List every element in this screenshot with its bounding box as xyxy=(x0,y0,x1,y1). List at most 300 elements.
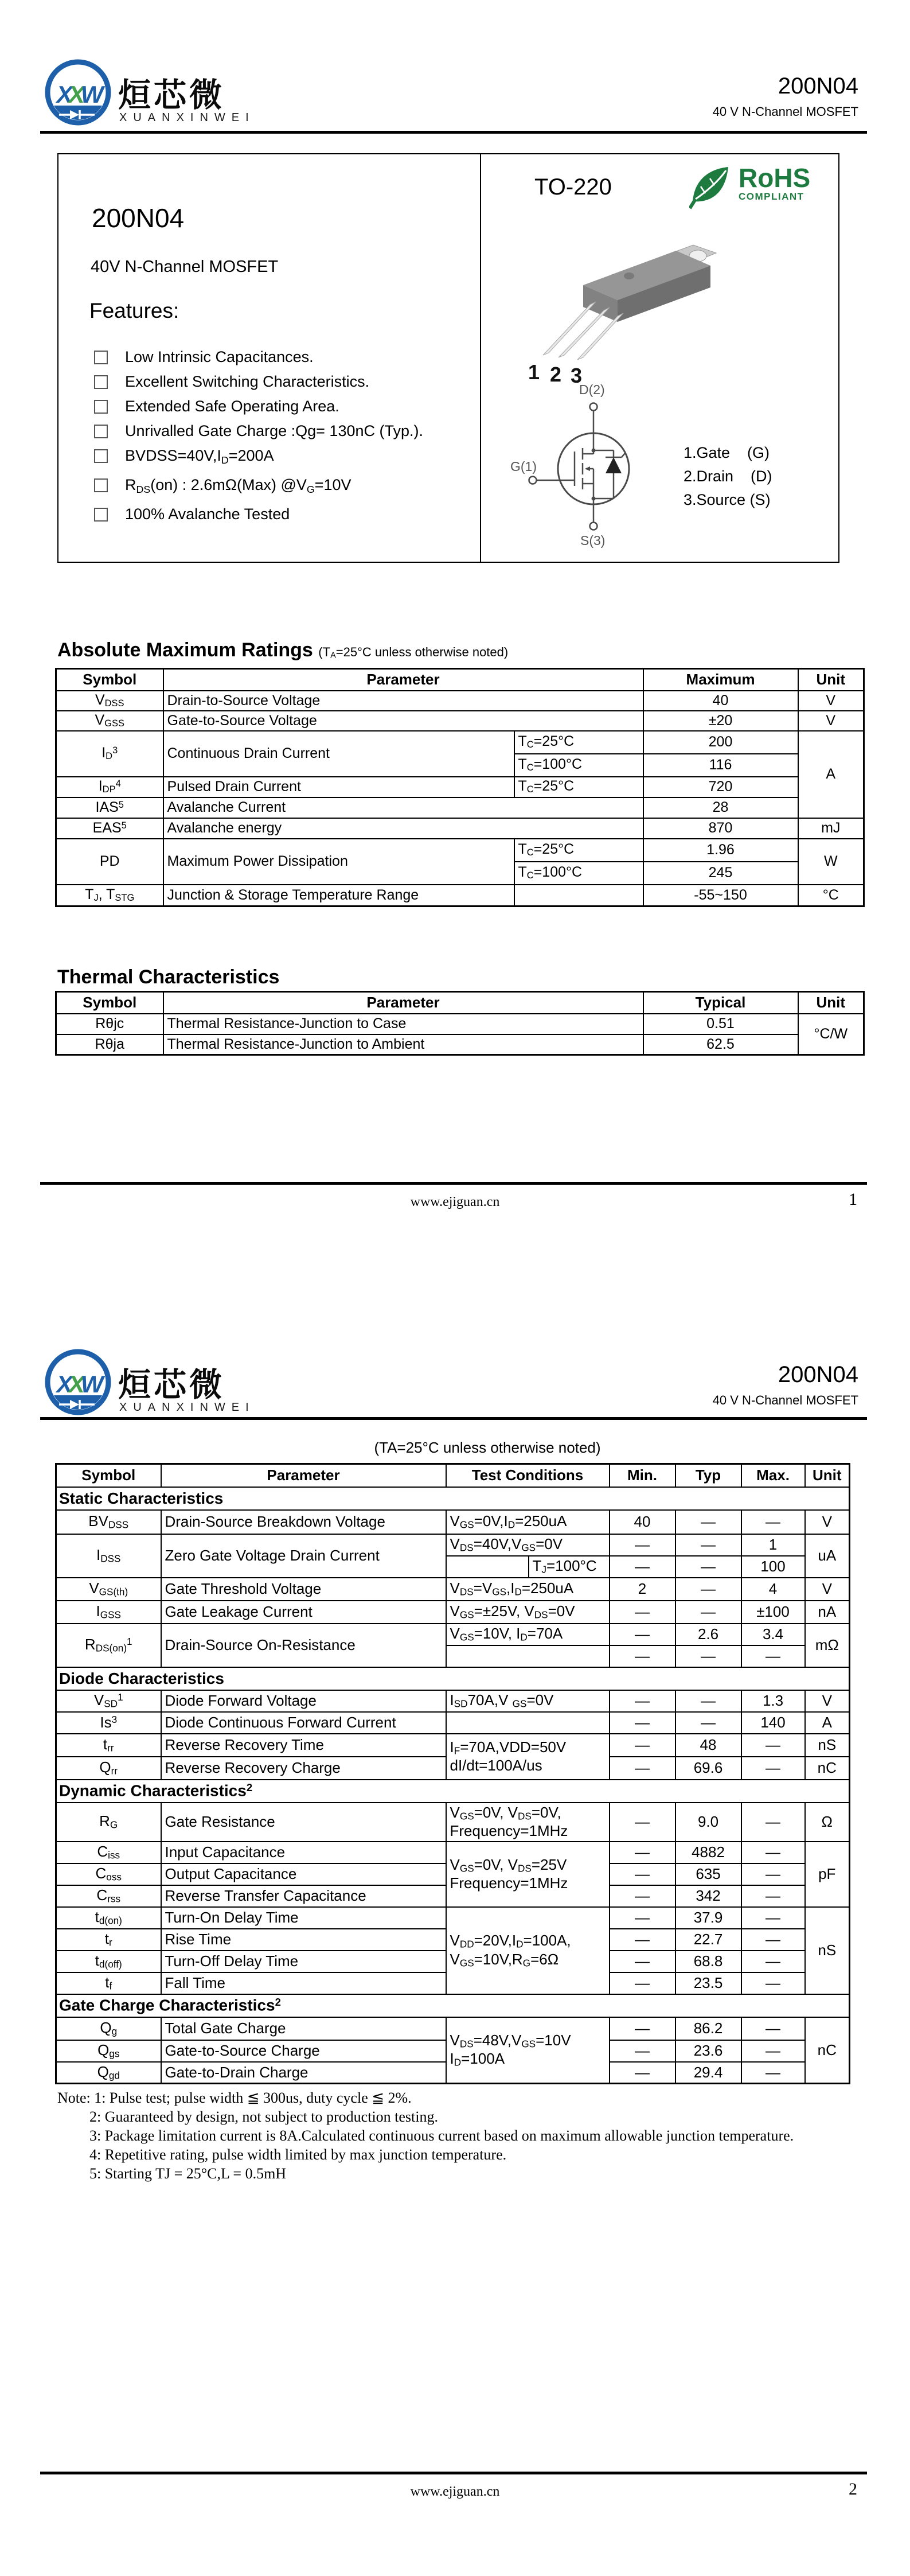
list-item: 2.Drain (D) xyxy=(684,468,772,485)
feature-text: $BVDSS=40V,I_D=200A$ xyxy=(125,447,274,466)
conditions-note: (TA=25°C unless otherwise noted) xyxy=(374,1439,601,1456)
value-cell: 1.96 xyxy=(643,839,798,862)
symbol-cell: $C_{oss}$ xyxy=(56,1863,161,1885)
unit-cell: W xyxy=(798,839,864,885)
value-cell: — xyxy=(610,1601,675,1624)
empty-cell xyxy=(446,1556,529,1578)
unit-cell: mΩ xyxy=(805,1624,850,1667)
value-cell: 69.6 xyxy=(675,1757,741,1780)
value-cell: — xyxy=(610,1842,675,1863)
value-cell: — xyxy=(610,1534,675,1556)
unit-cell: nS xyxy=(805,1734,850,1757)
note-line: 3: Package limitation current is 8A.Calculated continuous current based on maximum allowable junction temperature. xyxy=(89,2127,794,2144)
panel-divider xyxy=(480,154,481,562)
rohs-logo xyxy=(689,165,833,211)
list-item: 1.Gate (G) xyxy=(684,444,770,461)
symbol-cell: PD xyxy=(56,839,163,885)
feature-text: 100% Avalanche Tested xyxy=(125,505,290,523)
cond-line: $V_{GS}=10V,R_G=6\Omega$ xyxy=(450,1950,559,1968)
table-row xyxy=(56,1803,850,1842)
col-header: Symbol xyxy=(56,992,163,1014)
table-header-row xyxy=(56,1464,850,1487)
parameter-cell: Maximum Power Dissipation xyxy=(163,839,514,885)
value-cell: 4882 xyxy=(675,1842,741,1863)
page-subtitle: 40 V N-Channel MOSFET xyxy=(712,1393,858,1407)
table-row xyxy=(56,839,864,862)
thermal-section-title xyxy=(57,966,279,989)
list-item xyxy=(94,348,461,365)
part-description: 40V N-Channel MOSFET xyxy=(91,258,279,276)
feature-text: Extended Safe Operating Area. xyxy=(125,398,339,415)
parameter-cell: Reverse Recovery Charge xyxy=(161,1757,446,1780)
value-cell: — xyxy=(675,1690,741,1712)
overview-box xyxy=(57,153,839,563)
value-cell: — xyxy=(610,1690,675,1712)
value-cell: 4 xyxy=(741,1578,805,1601)
feature-text: Excellent Switching Characteristics. xyxy=(125,373,370,390)
unit-cell: nC xyxy=(805,2017,850,2084)
parameter-cell: Fall Time xyxy=(161,1972,446,1994)
value-cell: 2 xyxy=(610,1578,675,1601)
electrical-table xyxy=(55,1463,850,2084)
value-cell: — xyxy=(741,1803,805,1842)
parameter-cell: Drain-Source On-Resistance xyxy=(161,1624,446,1667)
note-line: 5: Starting TJ = 25°C,L = 0.5mH xyxy=(89,2165,287,2182)
parameter-cell: Thermal Resistance-Junction to Ambient xyxy=(163,1034,643,1055)
symbol-cell: EAS$^5$ xyxy=(56,818,163,839)
amr-section-title xyxy=(57,639,508,661)
value-cell: 200 xyxy=(643,731,798,754)
symbol-cell: $I_{GSS}$ xyxy=(56,1601,161,1624)
symbol-cell: $I_{DSS}$ xyxy=(56,1534,161,1578)
parameter-cell: Gate Leakage Current xyxy=(161,1601,446,1624)
parameter-cell: Continuous Drain Current xyxy=(163,731,514,777)
page-number: 2 xyxy=(849,2480,857,2499)
symbol-cell: $t_{d(on)}$ xyxy=(56,1907,161,1929)
value-cell: 68.8 xyxy=(675,1951,741,1972)
section-row xyxy=(56,1994,850,2017)
unit-cell: Ω xyxy=(805,1803,850,1842)
col-header: Parameter xyxy=(163,669,643,691)
table-row xyxy=(56,1014,864,1034)
value-cell: 245 xyxy=(643,862,798,885)
parameter-cell: Thermal Resistance-Junction to Case xyxy=(163,1014,643,1034)
company-logo-icon xyxy=(43,1347,113,1417)
symbol-cell: $V_{GS(th)}$ xyxy=(56,1578,161,1601)
logo-letter: W xyxy=(80,81,100,108)
col-header: Maximum xyxy=(643,669,798,691)
value-cell: 28 xyxy=(643,797,798,818)
value-cell: 29.4 xyxy=(675,2062,741,2084)
cond-cell: $T_J=100^\circ C$ xyxy=(529,1556,610,1578)
symbol-cell: $t_{d(off)}$ xyxy=(56,1951,161,1972)
footer-url: www.ejiguan.cn xyxy=(410,2484,500,2499)
value-cell: — xyxy=(741,2040,805,2062)
value-cell: — xyxy=(675,1556,741,1578)
package-name: TO-220 xyxy=(534,174,612,200)
cond-cell xyxy=(446,1842,610,1907)
col-header: Symbol xyxy=(56,1464,161,1487)
value-cell: — xyxy=(610,1907,675,1929)
checkbox-icon xyxy=(94,375,108,389)
list-item xyxy=(94,422,461,439)
col-header: Parameter xyxy=(161,1464,446,1487)
value-cell: — xyxy=(741,1929,805,1951)
logo-letter: X xyxy=(68,1371,81,1398)
parameter-cell: Pulsed Drain Current xyxy=(163,777,514,797)
value-cell: — xyxy=(675,1578,741,1601)
logo-letter: X xyxy=(56,1371,69,1398)
symbol-cell: $t_r$ xyxy=(56,1929,161,1951)
value-cell: — xyxy=(741,1842,805,1863)
table-row xyxy=(56,2017,850,2040)
table-row xyxy=(56,885,864,906)
parameter-cell: Junction & Storage Temperature Range xyxy=(163,885,514,906)
value-cell: — xyxy=(610,1929,675,1951)
cond-cell: $V_{GS}=0V,I_D=250uA$ xyxy=(446,1510,610,1534)
pin-number-label: 2 xyxy=(550,363,562,384)
feature-text: Low Intrinsic Capacitances. xyxy=(125,348,314,365)
symbol-cell: $Q_{gd}$ xyxy=(56,2062,161,2084)
source-label: S(3) xyxy=(580,533,606,548)
symbol-cell: Rθjc xyxy=(56,1014,163,1034)
value-cell: 40 xyxy=(610,1510,675,1534)
list-item xyxy=(94,373,461,390)
cond-cell: $V_{GS}=10V$, $I_D=70A$ xyxy=(446,1624,610,1645)
parameter-cell: Total Gate Charge xyxy=(161,2017,446,2040)
pin-function-list xyxy=(684,441,772,512)
value-cell: 116 xyxy=(643,754,798,777)
cond-line: Frequency=1MHz xyxy=(450,1874,568,1892)
checkbox-icon xyxy=(94,351,108,364)
checkbox-icon xyxy=(94,478,108,492)
cond-line: dI/dt=100A/us xyxy=(450,1757,542,1775)
logo-letter: X xyxy=(56,81,69,108)
header-rule xyxy=(40,131,867,134)
logo-letter: W xyxy=(80,1371,100,1398)
unit-cell: nS xyxy=(805,1907,850,1994)
symbol-cell: $T_J$, $T_{STG}$ xyxy=(56,885,163,906)
value-cell: — xyxy=(741,1972,805,1994)
value-cell: 870 xyxy=(643,818,798,839)
parameter-cell: Avalanche energy xyxy=(163,818,643,839)
col-header: Typ xyxy=(675,1464,741,1487)
value-cell: — xyxy=(610,1624,675,1645)
table-row xyxy=(56,818,864,839)
cond-cell: $T_C=100^\circ C$ xyxy=(514,862,643,885)
table-row xyxy=(56,1534,850,1556)
table-row xyxy=(56,1578,850,1601)
cond-cell: $V_{GS}=\pm 25V$, $V_{DS}=0V$ xyxy=(446,1601,610,1624)
symbol-cell: $Q_g$ xyxy=(56,2017,161,2040)
parameter-cell: Avalanche Current xyxy=(163,797,643,818)
parameter-cell: Gate-to-Drain Charge xyxy=(161,2062,446,2084)
value-cell: — xyxy=(741,1757,805,1780)
parameter-cell: Turn-On Delay Time xyxy=(161,1907,446,1929)
value-cell: — xyxy=(675,1534,741,1556)
cond-cell: $T_C=25^\circ C$ xyxy=(514,839,643,862)
parameter-cell: Reverse Recovery Time xyxy=(161,1734,446,1757)
symbol-cell: Rθja xyxy=(56,1034,163,1055)
svg-text:XXW xyxy=(56,81,106,108)
value-cell: 635 xyxy=(675,1863,741,1885)
table-row xyxy=(56,711,864,731)
unit-cell: A xyxy=(798,731,864,818)
pin-number-label: 3 xyxy=(571,364,583,384)
list-item xyxy=(94,505,461,523)
value-cell: — xyxy=(675,1645,741,1667)
value-cell: — xyxy=(610,1951,675,1972)
mosfet-symbol-schematic xyxy=(506,384,649,550)
value-cell: — xyxy=(741,1734,805,1757)
section-title-note: ($T_A=25^\circ C$ unless otherwise noted) xyxy=(318,645,509,660)
parameter-cell: Turn-Off Delay Time xyxy=(161,1951,446,1972)
symbol-cell: $t_f$ xyxy=(56,1972,161,1994)
leaf-icon xyxy=(689,165,733,211)
list-item xyxy=(94,398,461,415)
cond-cell: $V_{DS}=40V,V_{GS}=0V$ xyxy=(446,1534,610,1556)
checkbox-icon xyxy=(94,400,108,414)
value-cell: — xyxy=(610,2062,675,2084)
to220-package-image xyxy=(526,240,724,384)
feature-text: $R_{DS}(on)$ : 2.6mΩ(Max) $@V_G=10V$ xyxy=(125,476,351,495)
symbol-cell: $Q_{gs}$ xyxy=(56,2040,161,2062)
value-cell: — xyxy=(610,2017,675,2040)
parameter-cell: Gate Threshold Voltage xyxy=(161,1578,446,1601)
cond-line: $V_{DS}=48V,V_{GS}=10V$ xyxy=(450,2031,571,2050)
section-header: Static Characteristics xyxy=(56,1487,850,1510)
value-cell: 37.9 xyxy=(675,1907,741,1929)
unit-cell: V xyxy=(805,1578,850,1601)
unit-cell: V xyxy=(805,1510,850,1534)
value-cell: 48 xyxy=(675,1734,741,1757)
symbol-cell: $C_{iss}$ xyxy=(56,1842,161,1863)
parameter-cell: Diode Forward Voltage xyxy=(161,1690,446,1712)
value-cell: 2.6 xyxy=(675,1624,741,1645)
table-row xyxy=(56,1907,850,1929)
note-line: 2: Guaranteed by design, not subject to production testing. xyxy=(89,2108,438,2125)
checkbox-icon xyxy=(94,425,108,438)
value-cell: — xyxy=(610,1757,675,1780)
cond-cell xyxy=(446,1734,610,1780)
value-cell: — xyxy=(610,1734,675,1757)
features-list xyxy=(94,348,461,530)
features-title: Features: xyxy=(89,299,179,322)
cond-cell xyxy=(446,1803,610,1842)
symbol-cell: IAS$^5$ xyxy=(56,797,163,818)
symbol-cell: $V_{SD}^1$ xyxy=(56,1690,161,1712)
rohs-subtitle: COMPLIANT xyxy=(739,191,804,202)
value-cell: — xyxy=(610,1863,675,1885)
part-number: 200N04 xyxy=(92,203,185,233)
col-header: Unit xyxy=(805,1464,850,1487)
brand-name-en: XUANXINWEI xyxy=(119,1401,255,1414)
cond-line: $V_{GS}=0V$, $V_{DS}=0V$, xyxy=(450,1803,561,1822)
value-cell: — xyxy=(675,1601,741,1624)
table-row xyxy=(56,1034,864,1055)
parameter-cell: Rise Time xyxy=(161,1929,446,1951)
value-cell: 3.4 xyxy=(741,1624,805,1645)
unit-cell: nA xyxy=(805,1601,850,1624)
footer-rule xyxy=(40,1182,867,1185)
section-row xyxy=(56,1780,850,1803)
value-cell: — xyxy=(610,1803,675,1842)
symbol-cell: $R_{DS(on)}^1$ xyxy=(56,1624,161,1667)
note-line: Note: 1: Pulse test; pulse width ≦ 300us, duty cycle ≦ 2%. xyxy=(57,2089,412,2106)
symbol-cell: $I_{DP}^4$ xyxy=(56,777,163,797)
symbol-cell: $V_{GSS}$ xyxy=(56,711,163,731)
list-item: 3.Source (S) xyxy=(684,491,771,508)
unit-cell: V xyxy=(798,711,864,731)
value-cell: 0.51 xyxy=(643,1014,798,1034)
parameter-cell: Gate Resistance xyxy=(161,1803,446,1842)
unit-cell: V xyxy=(798,691,864,711)
value-cell: 9.0 xyxy=(675,1803,741,1842)
thermal-table xyxy=(55,991,865,1056)
symbol-cell: $t_{rr}$ xyxy=(56,1734,161,1757)
cond-cell xyxy=(446,2017,610,2084)
empty-cell xyxy=(514,885,643,906)
value-cell: — xyxy=(610,1712,675,1734)
value-cell: 342 xyxy=(675,1885,741,1907)
value-cell: — xyxy=(610,1645,675,1667)
cond-line: $I_D=100A$ xyxy=(450,2050,505,2068)
section-title-text: Absolute Maximum Ratings xyxy=(57,639,313,661)
value-cell: 100 xyxy=(741,1556,805,1578)
value-cell: — xyxy=(741,2062,805,2084)
page-number: 1 xyxy=(849,1190,857,1209)
parameter-cell: Reverse Transfer Capacitance xyxy=(161,1885,446,1907)
empty-cell xyxy=(446,1712,610,1734)
section-header: Dynamic Characteristics$^2$ xyxy=(56,1780,850,1803)
footer-rule xyxy=(40,2472,867,2474)
cond-line: $V_{DD}=20V,I_D=100A$, xyxy=(450,1932,571,1950)
cond-cell: $T_C=25^\circ C$ xyxy=(514,731,643,754)
table-row xyxy=(56,1690,850,1712)
cond-cell: $I_{SD}70A,V$ $_{GS}$=0V xyxy=(446,1690,610,1712)
table-row xyxy=(56,777,864,797)
section-header: Diode Characteristics xyxy=(56,1667,850,1690)
cond-line: Frequency=1MHz xyxy=(450,1822,568,1840)
parameter-cell: Zero Gate Voltage Drain Current xyxy=(161,1534,446,1578)
parameter-cell: Drain-Source Breakdown Voltage xyxy=(161,1510,446,1534)
unit-cell: A xyxy=(805,1712,850,1734)
value-cell: 23.6 xyxy=(675,2040,741,2062)
svg-text:XXW xyxy=(56,1371,106,1398)
footer-url: www.ejiguan.cn xyxy=(410,1194,500,1209)
table-row xyxy=(56,1624,850,1645)
page-title-part: 200N04 xyxy=(778,73,858,99)
symbol-cell: $V_{DSS}$ xyxy=(56,691,163,711)
cond-cell xyxy=(446,1907,610,1994)
value-cell: ±100 xyxy=(741,1601,805,1624)
cond-cell: $T_C=25^\circ C$ xyxy=(514,777,643,797)
value-cell: 1 xyxy=(741,1534,805,1556)
parameter-cell: Drain-to-Source Voltage xyxy=(163,691,643,711)
unit-cell: mJ xyxy=(798,818,864,839)
list-item xyxy=(94,476,461,498)
table-row xyxy=(56,1712,850,1734)
cond-cell: $T_C=100^\circ C$ xyxy=(514,754,643,777)
table-row xyxy=(56,731,864,754)
col-header: Parameter xyxy=(163,992,643,1014)
table-row xyxy=(56,691,864,711)
value-cell: — xyxy=(741,1907,805,1929)
value-cell: — xyxy=(741,1885,805,1907)
parameter-cell: Diode Continuous Forward Current xyxy=(161,1712,446,1734)
value-cell: — xyxy=(741,1951,805,1972)
brand-name-cn: 烜芯微 xyxy=(118,1367,225,1403)
value-cell: — xyxy=(741,1645,805,1667)
checkbox-icon xyxy=(94,508,108,522)
value-cell: — xyxy=(675,1712,741,1734)
value-cell: ±20 xyxy=(643,711,798,731)
empty-cell xyxy=(446,1645,610,1667)
value-cell: — xyxy=(741,2017,805,2040)
checkbox-icon xyxy=(94,449,108,463)
col-header: Unit xyxy=(798,669,864,691)
brand-name-en: XUANXINWEI xyxy=(119,111,255,124)
symbol-cell: Is$^3$ xyxy=(56,1712,161,1734)
table-header-row xyxy=(56,992,864,1014)
value-cell: 86.2 xyxy=(675,2017,741,2040)
parameter-cell: Gate-to-Source Charge xyxy=(161,2040,446,2062)
page-title-part: 200N04 xyxy=(778,1362,858,1387)
value-cell: — xyxy=(675,1510,741,1534)
value-cell: — xyxy=(610,1556,675,1578)
value-cell: — xyxy=(741,1510,805,1534)
value-cell: — xyxy=(610,2040,675,2062)
parameter-cell: Gate-to-Source Voltage xyxy=(163,711,643,731)
unit-cell: °C xyxy=(798,885,864,906)
value-cell: 720 xyxy=(643,777,798,797)
symbol-cell: $Q_{rr}$ xyxy=(56,1757,161,1780)
symbol-cell: $R_G$ xyxy=(56,1803,161,1842)
value-cell: 23.5 xyxy=(675,1972,741,1994)
table-row xyxy=(56,1842,850,1863)
col-header: Test Conditions xyxy=(446,1464,610,1487)
note-line: 4: Repetitive rating, pulse width limited by max junction temperature. xyxy=(89,2146,507,2163)
col-header: Max. xyxy=(741,1464,805,1487)
col-header: Unit xyxy=(798,992,864,1014)
symbol-cell: $BV_{DSS}$ xyxy=(56,1510,161,1534)
cond-cell: $V_{DS}=V_{GS},I_D=250uA$ xyxy=(446,1578,610,1601)
parameter-cell: Output Capacitance xyxy=(161,1863,446,1885)
unit-cell: pF xyxy=(805,1842,850,1907)
col-header: Min. xyxy=(610,1464,675,1487)
notes-block xyxy=(57,2088,860,2183)
section-row xyxy=(56,1667,850,1690)
company-logo-icon xyxy=(43,57,113,127)
value-cell: 62.5 xyxy=(643,1034,798,1055)
value-cell: 40 xyxy=(643,691,798,711)
value-cell: — xyxy=(610,1885,675,1907)
value-cell: — xyxy=(610,1972,675,1994)
section-row xyxy=(56,1487,850,1510)
brand-name-cn: 烜芯微 xyxy=(118,77,225,114)
table-header-row xyxy=(56,669,864,691)
value-cell: -55~150 xyxy=(643,885,798,906)
unit-cell: °C/W xyxy=(798,1014,864,1055)
symbol-cell: $I_D^3$ xyxy=(56,731,163,777)
unit-cell: uA xyxy=(805,1534,850,1578)
value-cell: 140 xyxy=(741,1712,805,1734)
table-row xyxy=(56,1601,850,1624)
logo-letter: X xyxy=(68,81,81,108)
cond-line: $V_{GS}=0V$, $V_{DS}=25V$ xyxy=(450,1855,567,1874)
gate-label: G(1) xyxy=(510,459,537,474)
drain-label: D(2) xyxy=(579,384,605,397)
